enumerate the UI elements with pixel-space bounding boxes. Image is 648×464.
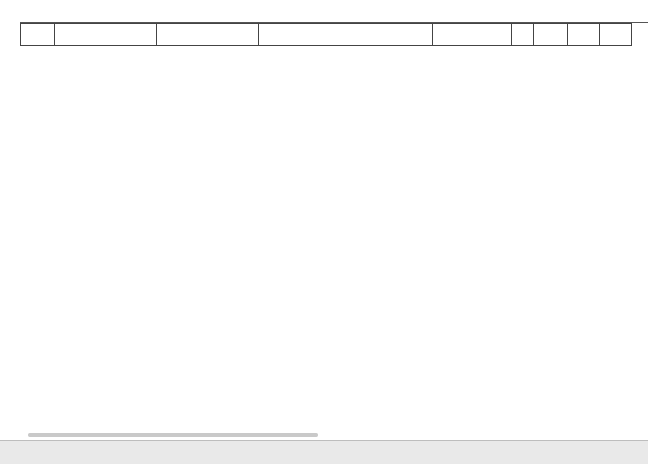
header-level3[interactable]	[157, 24, 259, 46]
header-source[interactable]	[534, 24, 568, 46]
header-criteria[interactable]	[259, 24, 433, 46]
assessment-table	[20, 23, 632, 46]
header-weight[interactable]	[512, 24, 534, 46]
horizontal-scrollbar[interactable]	[28, 433, 318, 437]
header-weighted[interactable]	[600, 24, 632, 46]
sheet-tab-bar	[0, 440, 648, 464]
header-category[interactable]	[21, 24, 55, 46]
header-level2[interactable]	[55, 24, 157, 46]
header-score[interactable]	[568, 24, 600, 46]
sheet-title	[20, 0, 648, 23]
header-row	[21, 24, 632, 46]
header-method[interactable]	[433, 24, 512, 46]
